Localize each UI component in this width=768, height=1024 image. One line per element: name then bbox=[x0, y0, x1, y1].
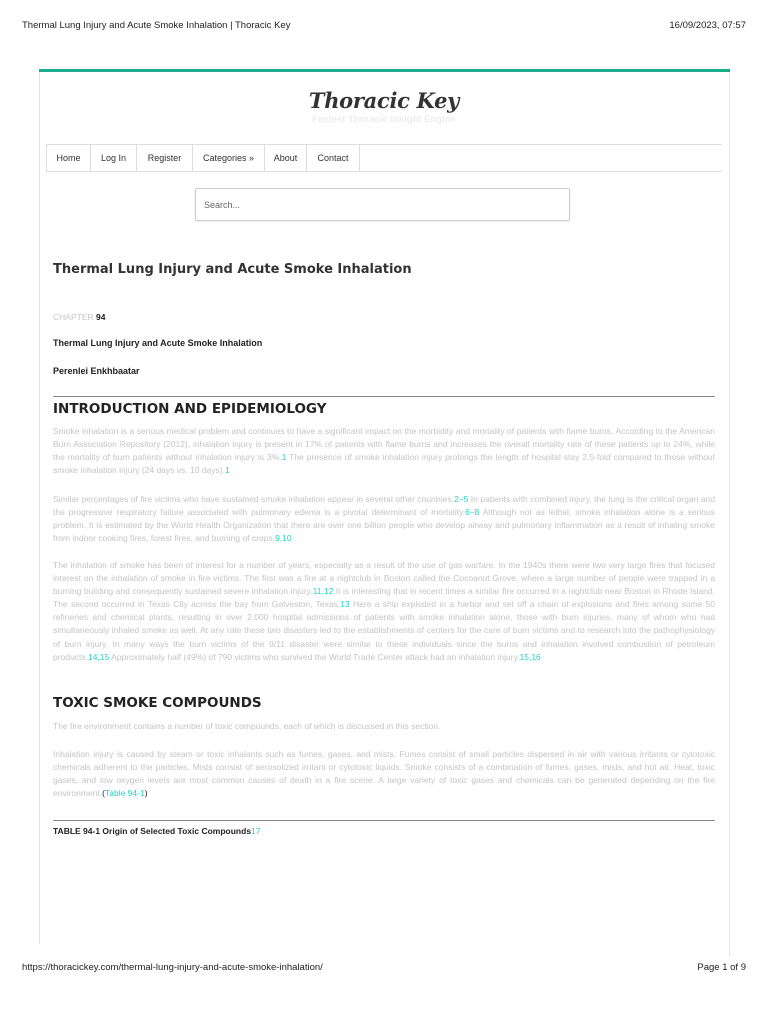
site-logo[interactable]: Thoracic Key bbox=[308, 88, 460, 113]
site-tagline: Fastest Thoracic Insight Engine bbox=[312, 114, 456, 125]
table-caption bbox=[53, 826, 261, 836]
section-heading-intro: INTRODUCTION AND EPIDEMIOLOGY bbox=[53, 401, 327, 417]
paragraph-text: The fire environment contains a number of toxic compounds, each of which is discussed in this section. bbox=[53, 721, 441, 731]
paragraph-text: Similar percentages of fire victims who have sustained smoke inhalation appear in several other countries. bbox=[53, 494, 455, 504]
paren-open: ( bbox=[102, 788, 105, 799]
paragraph-text: In patients with combined injury, the lung is the critical organ and the progressive respiratory failure associated with pulmonary edema is a pivotal determinant of mortality. bbox=[53, 494, 715, 518]
paragraph bbox=[53, 425, 715, 477]
nav-item-register[interactable]: Register bbox=[136, 145, 192, 171]
citation-link[interactable]: 17 bbox=[251, 826, 261, 836]
print-footer bbox=[22, 962, 746, 976]
paragraph-text: Although not as lethal, smoke inhalation alone is a serious problem. It is estimated by the World Health Organization that there are over one billion people who develop airway and pulmonary inflammation as a result of inhaling smoke from indoor cooking fires, forest fires, and burning of crops. bbox=[53, 507, 715, 544]
paragraph-text: The presence of smoke inhalation injury prolongs the length of hospital stay 2.5-fold compared to those without smoke inhalation injury (24 days vs. 10 days). bbox=[53, 452, 716, 476]
page-url: https://thoracickey.com/thermal-lung-injury-and-acute-smoke-inhalation/ bbox=[22, 962, 323, 973]
citation-link[interactable]: 13 bbox=[340, 599, 350, 610]
nav-item-home[interactable]: Home bbox=[46, 145, 90, 171]
paragraph-text: Smoke inhalation is a serious medical problem and continues to have a significant impact on the morbidity and mortality of patients with flame burns. According to the American Burn Association Repository (2012), inhalation injury is present in 17% of patients with flame burns and increases the overall mortality rate of these patients up to 24%, while the mortality of burn patients without inhalation injury is 3%. bbox=[53, 426, 715, 463]
paragraph bbox=[53, 720, 715, 733]
citation-link[interactable]: 15,16 bbox=[519, 651, 541, 662]
citation-link[interactable]: 1 bbox=[281, 452, 287, 463]
nav-item-categories[interactable]: Categories » bbox=[192, 145, 264, 171]
table-divider bbox=[53, 820, 715, 821]
author-name: Perenlei Enkhbaatar bbox=[53, 366, 140, 376]
content-border-left bbox=[39, 72, 40, 944]
citation-link[interactable]: 14,15 bbox=[87, 651, 110, 662]
print-timestamp: 16/09/2023, 07:57 bbox=[669, 20, 746, 31]
print-header bbox=[22, 20, 746, 34]
citation-link[interactable]: 2–5 bbox=[454, 494, 469, 504]
paragraph bbox=[53, 748, 715, 800]
table-link[interactable]: Table 94-1 bbox=[104, 788, 145, 799]
paragraph-text: Approximately half (49%) of 790 victims who survived the World Trade Center attack had an inhalation injury. bbox=[109, 651, 520, 662]
nav-item-contact[interactable]: Contact bbox=[306, 145, 360, 171]
citation-link[interactable]: 11,12 bbox=[312, 586, 334, 597]
chapter-number: 94 bbox=[96, 312, 106, 322]
page-title: Thermal Lung Injury and Acute Smoke Inhalation | Thoracic Key bbox=[22, 20, 291, 31]
chapter-label bbox=[53, 312, 105, 322]
paren-close: ) bbox=[144, 788, 148, 799]
page-edge bbox=[729, 944, 730, 956]
accent-top-bar bbox=[39, 69, 730, 72]
paragraph bbox=[53, 493, 715, 545]
paragraph bbox=[53, 559, 715, 664]
content-border-right bbox=[729, 72, 730, 944]
section-divider bbox=[53, 396, 715, 397]
page-indicator: Page 1 of 9 bbox=[697, 962, 746, 973]
paragraph-text: Inhalation injury is caused by steam or toxic inhalants such as fumes, gases, and mists. Fumes consist of small particles dispersed in air with various irritants or cytotoxic chemicals adherent to the particles. Mists consist of aerosolized irritant or cytotoxic liquids. Smoke consists of a combination of fumes, gases, mists, and hot air. Heat, toxic gases, and low oxygen levels are most common causes of death in a fire scene. A large variety of toxic gases and chemicals can be generated depending on the fire environment. bbox=[53, 749, 715, 799]
section-heading-toxic: TOXIC SMOKE COMPOUNDS bbox=[53, 695, 262, 711]
search-box bbox=[195, 188, 570, 221]
article-title: Thermal Lung Injury and Acute Smoke Inhalation bbox=[53, 262, 412, 277]
search-input[interactable] bbox=[196, 189, 569, 220]
nav-item-login[interactable]: Log In bbox=[90, 145, 136, 171]
citation-link[interactable]: 1 bbox=[224, 465, 230, 476]
main-nav bbox=[46, 144, 722, 172]
citation-link[interactable]: 9,10 bbox=[275, 533, 292, 544]
paragraph-text: The inhalation of smoke has been of interest for a number of years, especially as a result of the use of gas warfare. In the 1940s there were two very large fires that focused interest on the inhalation of smoke in fire victims. The first was a fire at a nightclub in Boston called the Cocoanut Grove, where a large number of people were trapped in a burning building and consequently sustained severe inhalation injury. bbox=[53, 560, 715, 597]
table-caption-text: TABLE 94-1 Origin of Selected Toxic Compounds bbox=[53, 826, 252, 836]
citation-link[interactable]: 6–8 bbox=[465, 507, 480, 518]
paragraph-text: Here a ship exploded in a harbor and set off a chain of explosions and fires among some 50 refineries and chemical plants, resulting in over 2,000 hospital admissions of patients with smoke inhalation alone, those with burn injuries, many of whom who had simultaneously inhaled smoke as well. At any rate these two disasters led to the establishments of centers for the care of burn victims and to research into the pathophysiology of burn injury. In many ways the burn victims of the 9/11 disaster were similar to these individuals since the burns and inhalation involved combustion of petroleum products. bbox=[53, 599, 715, 662]
chapter-label-text: CHAPTER bbox=[53, 312, 94, 322]
paragraph-text: It is interesting that in recent times a similar fire occurred in a nightclub near Boston in Rhode Island. The second occurred in Texas City across the bay from Galveston, Texas. bbox=[53, 586, 715, 610]
chapter-title: Thermal Lung Injury and Acute Smoke Inhalation bbox=[53, 338, 263, 348]
nav-item-about[interactable]: About bbox=[264, 145, 306, 171]
